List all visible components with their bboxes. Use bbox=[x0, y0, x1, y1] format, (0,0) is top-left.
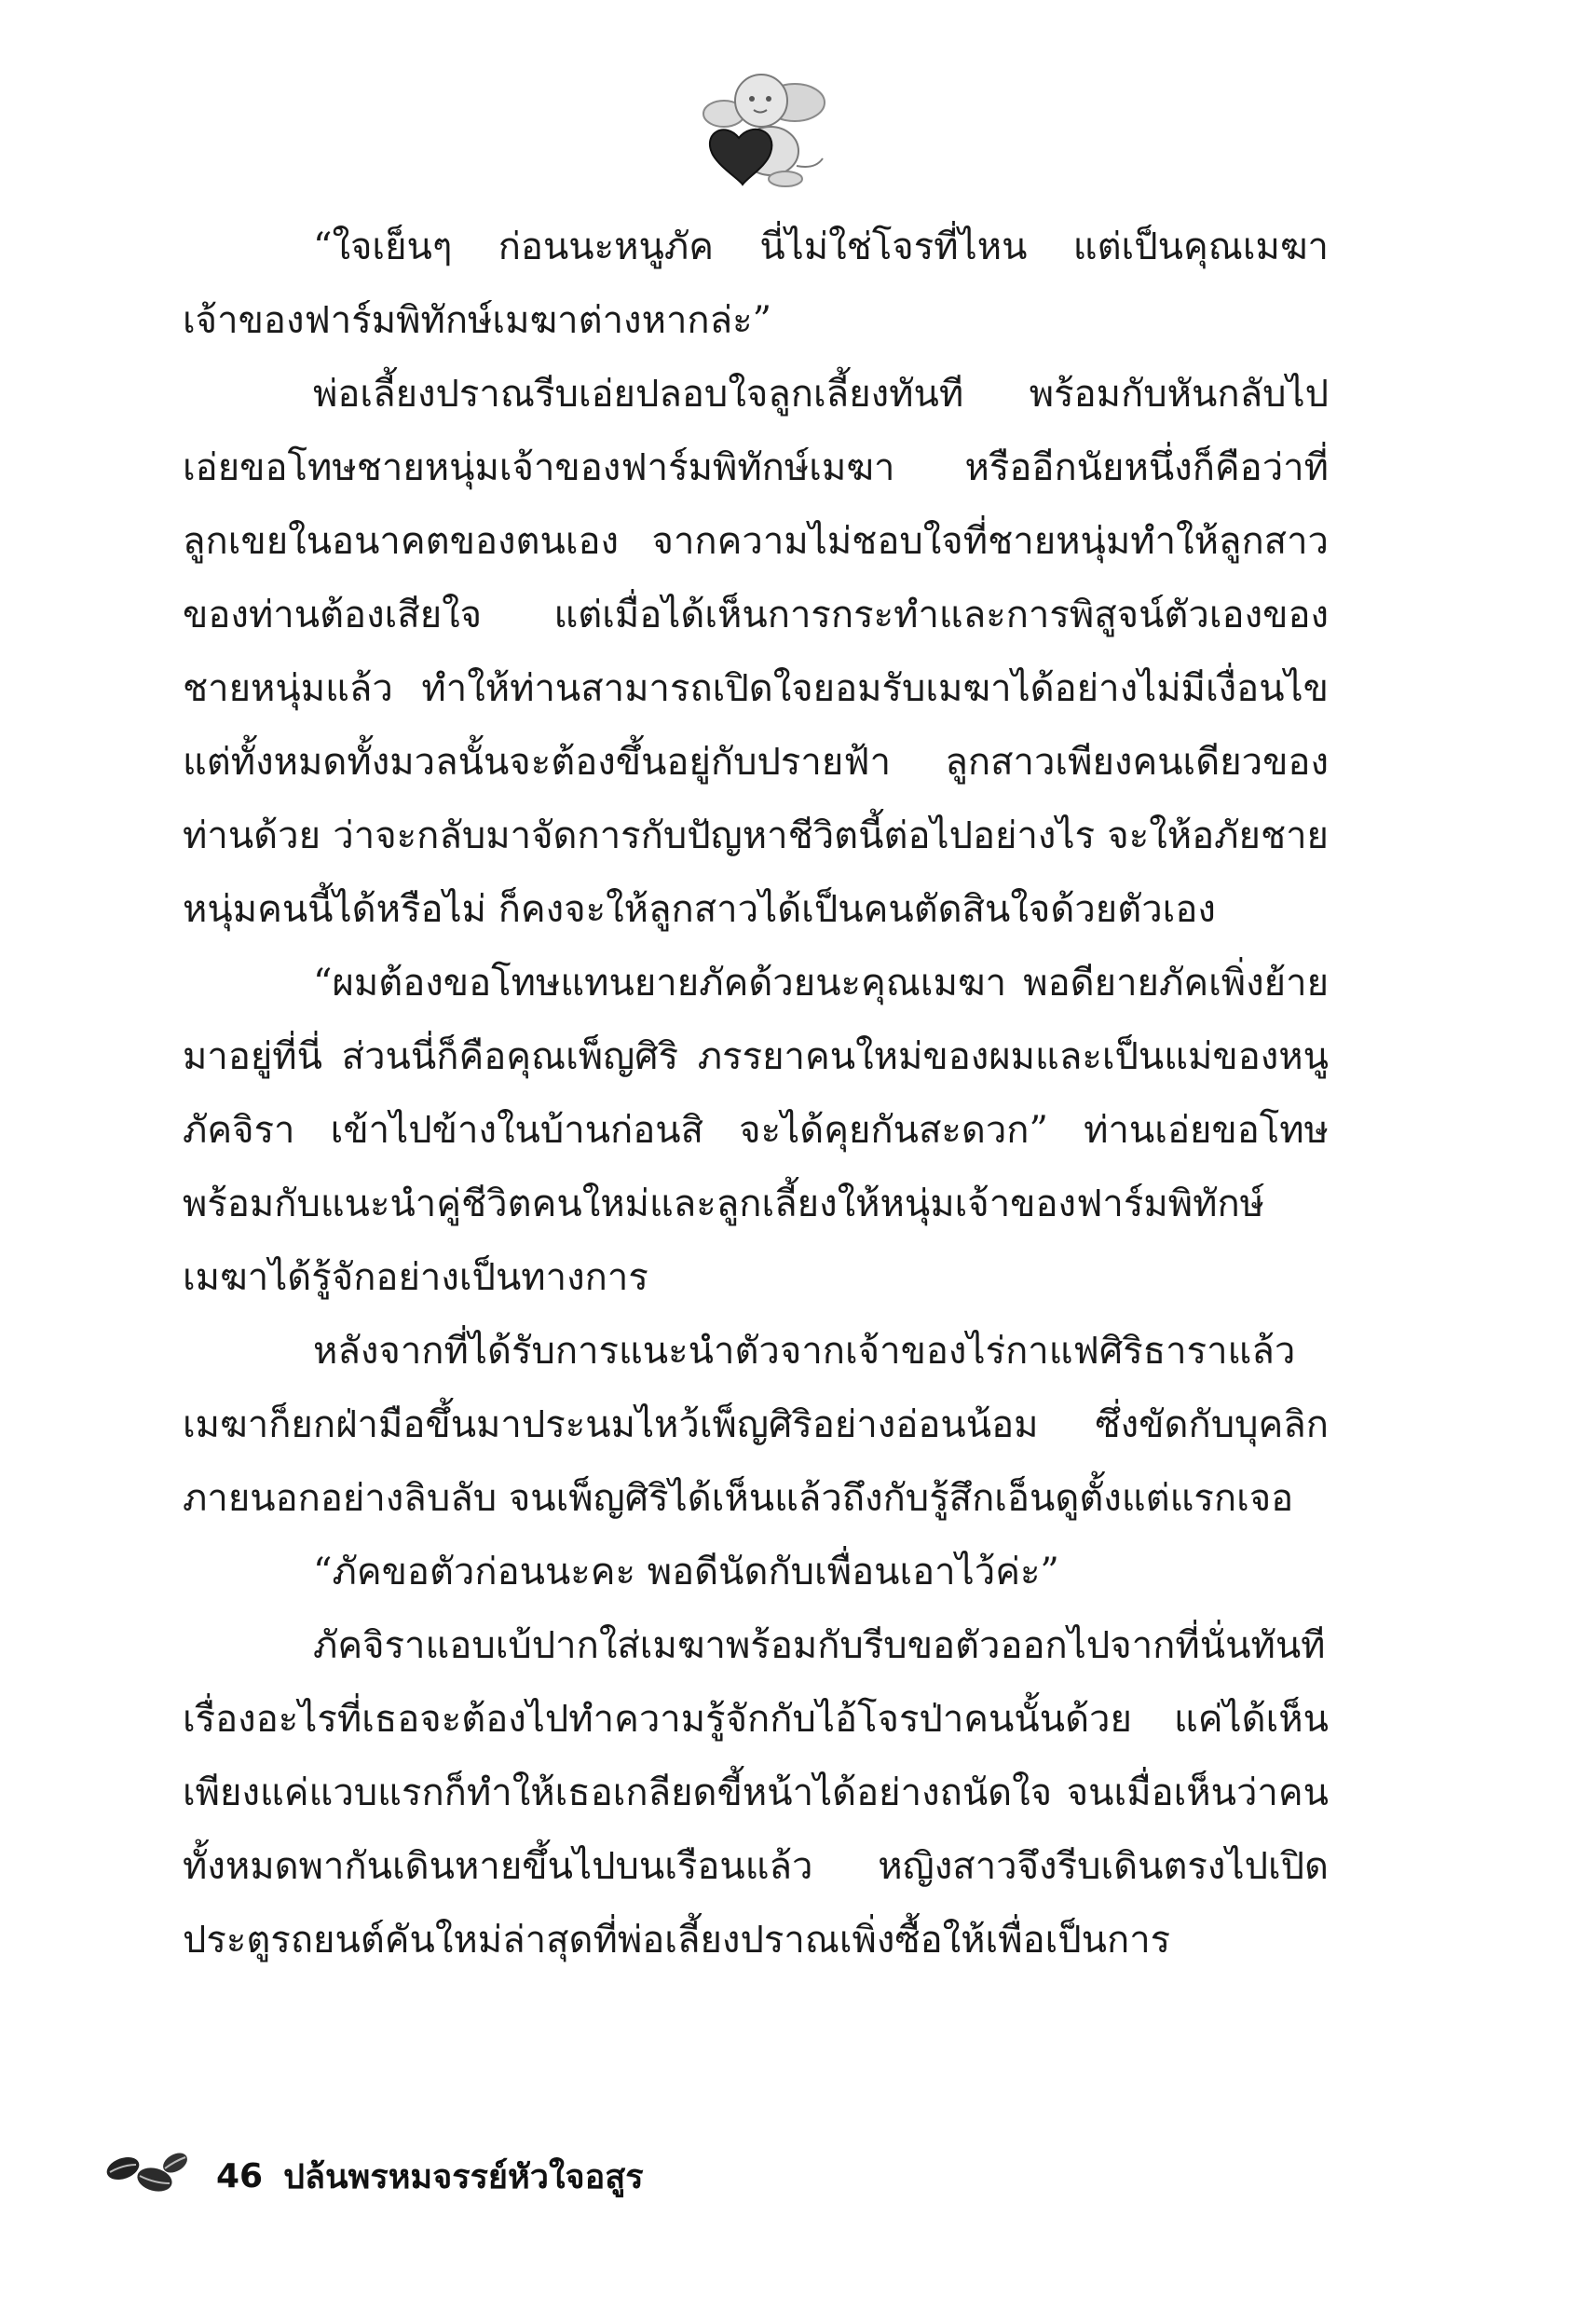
paragraph: หลังจากที่ได้รับการแนะนำตัวจากเจ้าของไร่กาแฟศิริธาราแล้ว เมฆาก็ยกฝ่ามือขึ้นมาประนมไหว้เพ็ญศิริอย่างอ่อนน้อม ซึ่งขัดกับบุคลิกภายนอกอย่างลิบลับ จนเพ็ญศิริได้เห็นแล้วถึงกับรู้สึกเอ็นดูตั้งแต่แรกเจอ bbox=[183, 1330, 1329, 1520]
page-number: 46 bbox=[216, 2156, 264, 2195]
page-footer bbox=[102, 2143, 644, 2208]
paragraph: “ใจเย็นๆ ก่อนนะหนูภัค นี่ไม่ใช่โจรที่ไหน แต่เป็นคุณเมฆา เจ้าของฟาร์มพิทักษ์เมฆาต่างหากล่ะ” bbox=[183, 226, 1329, 342]
book-title: ปล้นพรหมจรรย์หัวใจอสูร bbox=[283, 2157, 644, 2196]
coffee-beans-icon bbox=[102, 2148, 192, 2204]
paragraph: พ่อเลี้ยงปราณรีบเอ่ยปลอบใจลูกเลี้ยงทันที พร้อมกับหันกลับไปเอ่ยขอโทษชายหนุ่มเจ้าของฟาร์มพิทักษ์เมฆา หรืออีกนัยหนึ่งก็คือว่าที่ลูกเขยในอนาคตของตนเอง จากความไม่ชอบใจที่ชายหนุ่มทำให้ลูกสาวของท่านต้องเสียใจ แต่เมื่อได้เห็นการกระทำและการพิสูจน์ตัวเองของชายหนุ่มแล้ว ทำให้ท่านสามารถเปิดใจยอมรับเมฆาได้อย่างไม่มีเงื่อนไข แต่ทั้งหมดทั้งมวลนั้นจะต้องขึ้นอยู่กับปรายฟ้า ลูกสาวเพียงคนเดียวของท่านด้วย ว่าจะกลับมาจัดการกับปัญหาชีวิตนี้ต่อไปอย่างไร จะให้อภัยชายหนุ่มคนนี้ได้หรือไม่ ก็คงจะให้ลูกสาวได้เป็นคนตัดสินใจด้วยตัวเอง bbox=[183, 373, 1329, 931]
story-text bbox=[183, 211, 1329, 1977]
paragraph: “ภัคขอตัวก่อนนะคะ พอดีนัดกับเพื่อนเอาไว้ค่ะ” bbox=[313, 1551, 1059, 1593]
cherub-with-heart-icon bbox=[685, 65, 834, 196]
paragraph: ภัคจิราแอบเบ้ปากใส่เมฆาพร้อมกับรีบขอตัวออกไปจากที่นั่นทันที เรื่องอะไรที่เธอจะต้องไปทำความรู้จักกับไอ้โจรป่าคนนั้นด้วย แค่ได้เห็นเพียงแค่แวบแรกก็ทำให้เธอเกลียดขี้หน้าได้อย่างถนัดใจ จนเมื่อเห็นว่าคนทั้งหมดพากันเดินหายขึ้นไปบนเรือนแล้ว หญิงสาวจึงรีบเดินตรงไปเปิดประตูรถยนต์คันใหม่ล่าสุดที่พ่อเลี้ยงปราณเพิ่งซื้อให้เพื่อเป็นการ bbox=[183, 1624, 1329, 1962]
paragraph: “ผมต้องขอโทษแทนยายภัคด้วยนะคุณเมฆา พอดียายภัคเพิ่งย้ายมาอยู่ที่นี่ ส่วนนี่ก็คือคุณเพ็ญศิริ ภรรยาคนใหม่ของผมและเป็นแม่ของหนูภัคจิรา เข้าไปข้างในบ้านก่อนสิ จะได้คุยกันสะดวก” ท่านเอ่ยขอโทษ พร้อมกับแนะนำคู่ชีวิตคนใหม่และลูกเลี้ยงให้หนุ่มเจ้าของฟาร์มพิทักษ์เมฆาได้รู้จักอย่างเป็นทางการ bbox=[183, 962, 1329, 1299]
